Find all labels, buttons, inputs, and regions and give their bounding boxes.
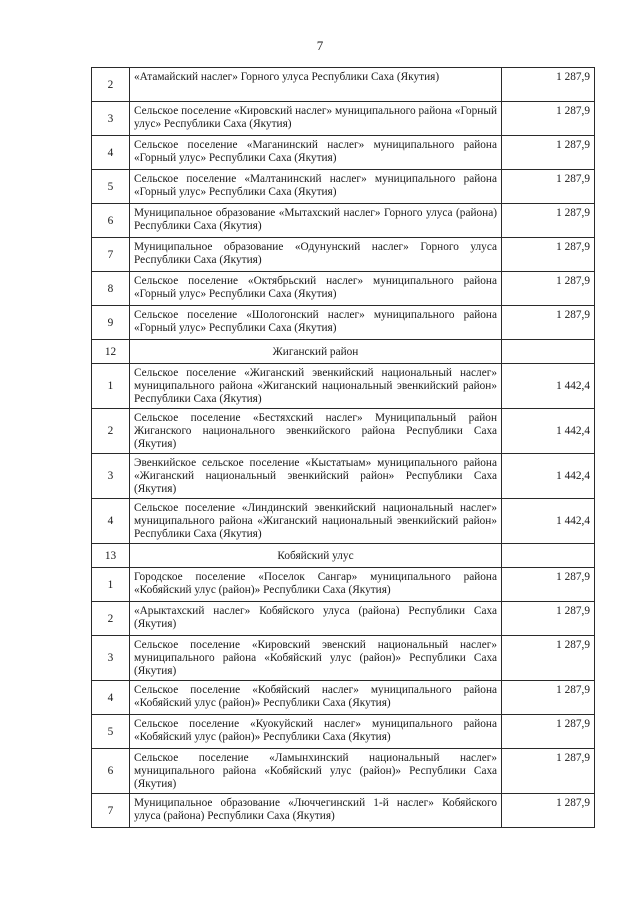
municipality-name: Муниципальное образование «Одунунский наслег» Горного улуса Республики Саха (Якутия) bbox=[130, 238, 502, 272]
municipality-name: Сельское поселение «Малтанинский наслег» муниципального района «Горный улус» Республики Саха (Якутия) bbox=[130, 170, 502, 204]
municipality-name: Городское поселение «Поселок Сангар» муниципального района «Кобяйский улус (район)» Республики Саха (Якутия) bbox=[130, 568, 502, 602]
row-number: 5 bbox=[92, 170, 130, 204]
municipality-name: Сельское поселение «Кировский наслег» муниципального района «Горный улус» Республики Саха (Якутия) bbox=[130, 102, 502, 136]
table-row bbox=[92, 238, 595, 272]
amount-value: 1 287,9 bbox=[502, 636, 595, 681]
municipality-name: Сельское поселение «Жиганский эвенкийский национальный наслег» муниципального района «Жиганский национальный эвенкийский район» Республики Саха (Якутия) bbox=[130, 364, 502, 409]
table-row bbox=[92, 306, 595, 340]
amount-value: 1 442,4 bbox=[502, 454, 595, 499]
row-number: 3 bbox=[92, 636, 130, 681]
row-number: 3 bbox=[92, 102, 130, 136]
table-row bbox=[92, 715, 595, 749]
amount-value: 1 287,9 bbox=[502, 272, 595, 306]
row-number: 6 bbox=[92, 749, 130, 794]
row-number: 4 bbox=[92, 681, 130, 715]
amount-value: 1 287,9 bbox=[502, 102, 595, 136]
municipality-name: Сельское поселение «Кировский эвенский национальный наслег» муниципального района «Кобяйский улус (район)» Республики Саха (Якутия) bbox=[130, 636, 502, 681]
table-row bbox=[92, 102, 595, 136]
amount-value: 1 287,9 bbox=[502, 170, 595, 204]
table-row bbox=[92, 794, 595, 828]
table-row bbox=[92, 364, 595, 409]
municipality-name: Сельское поселение «Ламынхинский национальный наслег» муниципального района «Кобяйский улус (район)» Республики Саха (Якутия) bbox=[130, 749, 502, 794]
amount-value: 1 287,9 bbox=[502, 602, 595, 636]
table-row bbox=[92, 499, 595, 544]
row-number: 1 bbox=[92, 364, 130, 409]
row-number: 3 bbox=[92, 454, 130, 499]
row-number: 7 bbox=[92, 238, 130, 272]
row-number: 4 bbox=[92, 136, 130, 170]
district-number: 12 bbox=[92, 340, 130, 364]
district-heading-row bbox=[92, 544, 595, 568]
amount-value: 1 287,9 bbox=[502, 715, 595, 749]
district-title: Жиганский район bbox=[130, 340, 502, 364]
row-number: 4 bbox=[92, 499, 130, 544]
amount-value: 1 287,9 bbox=[502, 794, 595, 828]
amount-value: 1 287,9 bbox=[502, 238, 595, 272]
allocation-table bbox=[91, 67, 595, 828]
district-number: 13 bbox=[92, 544, 130, 568]
row-number: 6 bbox=[92, 204, 130, 238]
table-row bbox=[92, 749, 595, 794]
table-row bbox=[92, 170, 595, 204]
empty-cell bbox=[502, 544, 595, 568]
municipality-name: Эвенкийское сельское поселение «Кыстатыам» муниципального района «Жиганский национальный эвенкийский район» Республики Саха (Якутия) bbox=[130, 454, 502, 499]
table-row bbox=[92, 636, 595, 681]
table-row bbox=[92, 602, 595, 636]
empty-cell bbox=[502, 340, 595, 364]
amount-value: 1 287,9 bbox=[502, 306, 595, 340]
table-row bbox=[92, 204, 595, 238]
municipality-name: Сельское поселение «Кобяйский наслег» муниципального района «Кобяйский улус (район)» Республики Саха (Якутия) bbox=[130, 681, 502, 715]
district-title: Кобяйский улус bbox=[130, 544, 502, 568]
municipality-name: Сельское поселение «Куокуйский наслег» муниципального района «Кобяйский улус (район)» Республики Саха (Якутия) bbox=[130, 715, 502, 749]
amount-value: 1 287,9 bbox=[502, 136, 595, 170]
municipality-name: Сельское поселение «Шологонский наслег» муниципального района «Горный улус» Республики Саха (Якутия) bbox=[130, 306, 502, 340]
amount-value: 1 287,9 bbox=[502, 204, 595, 238]
row-number: 5 bbox=[92, 715, 130, 749]
amount-value: 1 287,9 bbox=[502, 749, 595, 794]
table-row bbox=[92, 681, 595, 715]
municipality-name: Муниципальное образование «Люччегинский 1-й наслег» Кобяйского улуса (района) Республики Саха (Якутия) bbox=[130, 794, 502, 828]
amount-value: 1 442,4 bbox=[502, 409, 595, 454]
row-number: 7 bbox=[92, 794, 130, 828]
amount-value: 1 442,4 bbox=[502, 499, 595, 544]
amount-value: 1 287,9 bbox=[502, 568, 595, 602]
table-row bbox=[92, 568, 595, 602]
municipality-name: Сельское поселение «Бестяхский наслег» Муниципальный район Жиганского национального эвенкийского района Республики Саха (Якутия) bbox=[130, 409, 502, 454]
amount-value: 1 287,9 bbox=[502, 68, 595, 102]
page-number: 7 bbox=[316, 38, 324, 53]
row-number: 2 bbox=[92, 602, 130, 636]
municipality-name: Муниципальное образование «Мытахский наслег» Горного улуса (района) Республики Саха (Якутия) bbox=[130, 204, 502, 238]
table-row bbox=[92, 272, 595, 306]
district-heading-row bbox=[92, 340, 595, 364]
municipality-name: Сельское поселение «Октябрьский наслег» муниципального района «Горный улус» Республики Саха (Якутия) bbox=[130, 272, 502, 306]
row-number: 9 bbox=[92, 306, 130, 340]
row-number: 8 bbox=[92, 272, 130, 306]
table-row bbox=[92, 409, 595, 454]
row-number: 2 bbox=[92, 409, 130, 454]
municipality-name: «Атамайский наслег» Горного улуса Республики Саха (Якутия) bbox=[130, 68, 502, 102]
row-number: 2 bbox=[92, 68, 130, 102]
table-row bbox=[92, 136, 595, 170]
amount-value: 1 442,4 bbox=[502, 364, 595, 409]
table-row bbox=[92, 68, 595, 102]
amount-value: 1 287,9 bbox=[502, 681, 595, 715]
municipality-name: Сельское поселение «Линдинский эвенкийский национальный наслег» муниципального района «Жиганский национальный эвенкийский район» Республики Саха (Якутия) bbox=[130, 499, 502, 544]
municipality-name: «Арыктахский наслег» Кобяйского улуса (района) Республики Саха (Якутия) bbox=[130, 602, 502, 636]
municipality-name: Сельское поселение «Маганинский наслег» муниципального района «Горный улус» Республики Саха (Якутия) bbox=[130, 136, 502, 170]
table-row bbox=[92, 454, 595, 499]
row-number: 1 bbox=[92, 568, 130, 602]
